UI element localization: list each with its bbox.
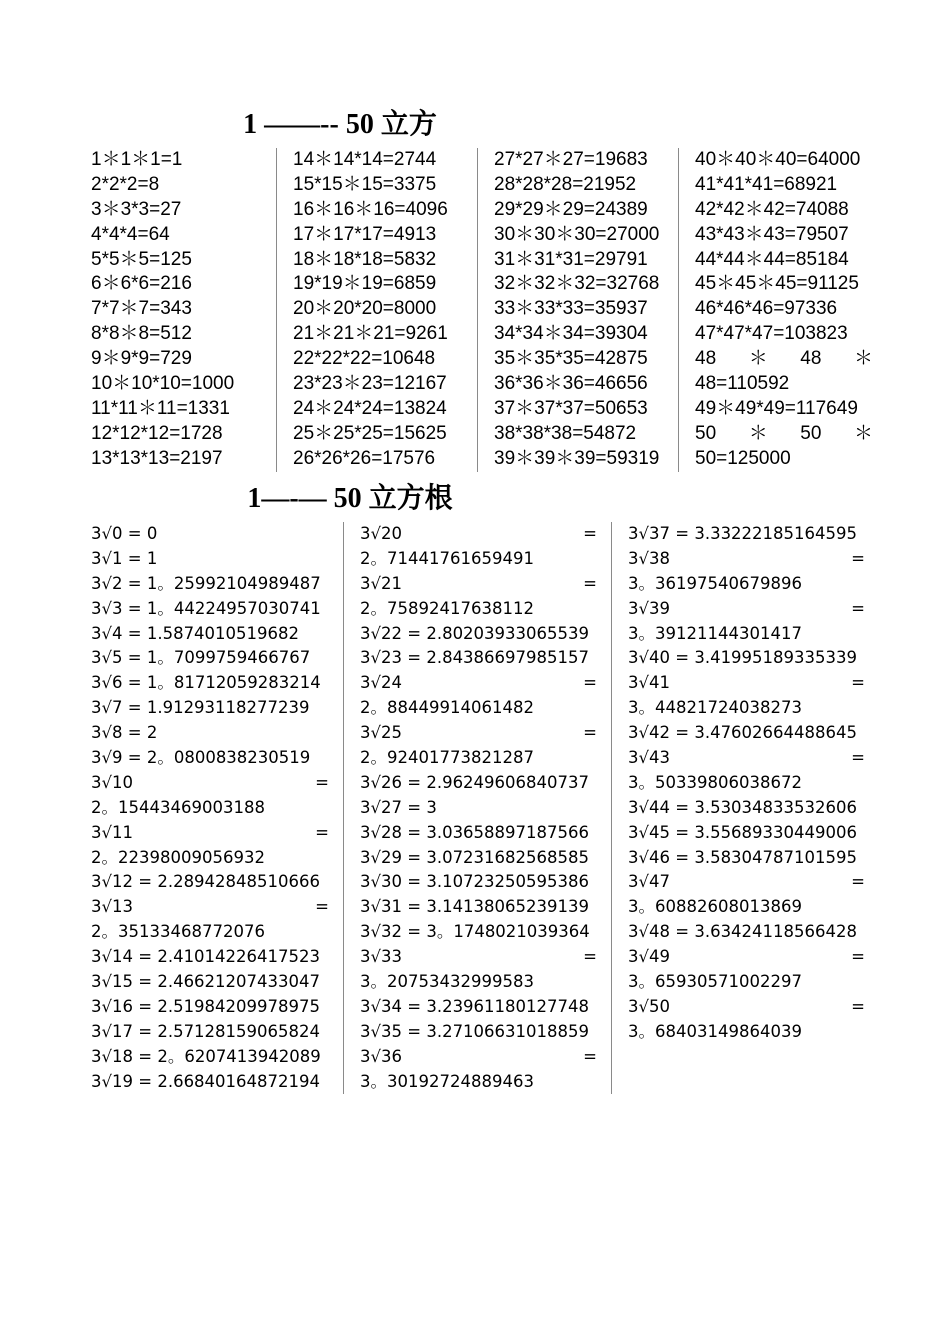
root-label: 3√39 — [628, 598, 671, 618]
root-line: 3√45 = 3.55689330449006 — [628, 822, 858, 842]
equals-sign: = — [851, 548, 865, 568]
root-line: 3√42 = 3.47602664488645 — [628, 723, 858, 743]
roots-column-3 — [611, 522, 879, 1094]
equals-sign: = — [851, 872, 865, 892]
root-value: 2。71441761659491 — [360, 548, 534, 568]
cube-line: 5*5＊5=125 — [91, 248, 192, 270]
cube-line: 31＊31*31=29791 — [494, 248, 648, 270]
cube-line: 43*43＊43=79507 — [695, 223, 849, 245]
root-line-wrapped — [91, 771, 343, 796]
equals-sign: = — [315, 822, 329, 842]
equals-sign: = — [583, 673, 597, 693]
roots-column-2 — [343, 522, 611, 1094]
cube-line: 44*44＊44=85184 — [695, 248, 849, 270]
cube-roots-table — [75, 522, 879, 1094]
root-value: 3。30192724889463 — [360, 1071, 534, 1091]
root-line: 3√29 = 3.07231682568585 — [360, 847, 590, 867]
root-line: 3√8 = 2 — [91, 723, 158, 743]
cube-line: 21＊21＊21=9261 — [293, 323, 448, 345]
cube-line: 14＊14*14=2744 — [293, 149, 437, 170]
root-label: 3√41 — [628, 673, 671, 693]
root-line: 3√46 = 3.58304787101595 — [628, 847, 858, 867]
equals-sign: = — [851, 996, 865, 1016]
root-label: 3√10 — [91, 772, 134, 792]
root-line-wrapped — [628, 547, 879, 572]
cube-line: 37＊37*37=50653 — [494, 397, 648, 419]
cube-line: 29*29＊29=24389 — [494, 198, 648, 220]
root-label: 3√11 — [91, 822, 134, 842]
root-line-wrapped — [628, 995, 879, 1020]
root-line: 3√28 = 3.03658897187566 — [360, 822, 590, 842]
root-line-wrapped — [360, 671, 611, 696]
root-value: 2。88449914061482 — [360, 698, 534, 718]
root-value: 2。22398009056932 — [91, 847, 265, 867]
root-value: 3。20753432999583 — [360, 972, 534, 992]
cube-line: 46*46*46=97336 — [695, 298, 838, 320]
root-value: 3。50339806038672 — [628, 772, 802, 792]
root-label: 3√24 — [360, 673, 403, 693]
cube-line-wrapped — [695, 422, 879, 447]
root-line-wrapped — [628, 945, 879, 970]
cube-line: 35＊35*35=42875 — [494, 348, 648, 370]
cube-line: 16＊16＊16=4096 — [293, 198, 448, 220]
root-label: 3√13 — [91, 897, 134, 917]
root-line-wrapped — [91, 821, 343, 846]
root-line: 3√37 = 3.33222185164595 — [628, 524, 858, 543]
cube-token: 50 — [695, 422, 717, 444]
root-label: 3√50 — [628, 996, 671, 1016]
root-line: 3√19 = 2.66840164872194 — [91, 1071, 321, 1091]
cube-token: ＊ — [748, 348, 768, 370]
root-label: 3√49 — [628, 947, 671, 967]
cube-line: 13*13*13=2197 — [91, 447, 223, 469]
roots-column-1 — [75, 522, 343, 1094]
root-line-wrapped — [628, 671, 879, 696]
cube-line: 19*19＊19=6859 — [293, 273, 437, 295]
root-value: 3。39121144301417 — [628, 623, 802, 643]
equals-sign: = — [583, 524, 597, 543]
root-value: 3。65930571002297 — [628, 972, 802, 992]
root-label: 3√33 — [360, 947, 403, 967]
root-value: 3。68403149864039 — [628, 1021, 802, 1041]
cubes-title: 1 ——-- 50 立方 — [243, 109, 437, 140]
cube-line: 3＊3*3=27 — [91, 198, 182, 220]
root-value: 2。15443469003188 — [91, 797, 265, 817]
root-line-wrapped — [628, 597, 879, 622]
root-line: 3√17 = 2.57128159065824 — [91, 1021, 321, 1041]
cube-line: 2*2*2=8 — [91, 173, 160, 195]
cube-line: 47*47*47=103823 — [695, 323, 848, 345]
equals-sign: = — [851, 947, 865, 967]
root-label: 3√20 — [360, 524, 403, 543]
cube-line: 50=125000 — [695, 447, 791, 469]
cubes-column-1 — [75, 148, 276, 472]
cube-line: 6＊6*6=216 — [91, 273, 192, 295]
cube-line: 28*28*28=21952 — [494, 173, 637, 195]
cube-line: 20＊20*20=8000 — [293, 298, 437, 320]
root-label: 3√38 — [628, 548, 671, 568]
root-line: 3√3 = 1。44224957030741 — [91, 598, 321, 618]
cube-line: 23*23＊23=12167 — [293, 373, 447, 395]
root-line: 3√35 = 3.27106631018859 — [360, 1021, 590, 1041]
equals-sign: = — [583, 573, 597, 593]
equals-sign: = — [315, 897, 329, 917]
cube-line: 7*7＊7=343 — [91, 298, 192, 320]
equals-sign: = — [851, 598, 865, 618]
root-line: 3√18 = 2。6207413942089 — [91, 1046, 321, 1066]
cube-line: 30＊30＊30=27000 — [494, 223, 660, 245]
root-line: 3√5 = 1。7099759466767 — [91, 648, 311, 668]
cube-token: ＊ — [853, 422, 873, 444]
cube-line: 1＊1＊1=1 — [91, 149, 183, 170]
cube-line: 49＊49*49=117649 — [695, 397, 858, 419]
root-line: 3√6 = 1。81712059283214 — [91, 673, 321, 693]
root-line: 3√2 = 1。25992104989487 — [91, 573, 321, 593]
cube-line: 24＊24*24=13824 — [293, 397, 447, 419]
root-line-wrapped — [628, 746, 879, 771]
cube-line: 34*34＊34=39304 — [494, 323, 648, 345]
root-line: 3√40 = 3.41995189335339 — [628, 648, 858, 668]
root-label: 3√21 — [360, 573, 403, 593]
root-line: 3√15 = 2.46621207433047 — [91, 972, 321, 992]
root-line-wrapped — [628, 870, 879, 895]
root-line-wrapped — [91, 895, 343, 920]
cube-token: ＊ — [748, 422, 768, 444]
cube-line: 9＊9*9=729 — [91, 348, 192, 370]
equals-sign: = — [851, 673, 865, 693]
cube-line: 42*42＊42=74088 — [695, 198, 849, 220]
root-line-wrapped — [360, 572, 611, 597]
root-line: 3√48 = 3.63424118566428 — [628, 922, 858, 942]
cube-line-wrapped — [695, 347, 879, 372]
cube-line: 15*15＊15=3375 — [293, 173, 437, 195]
cube-line: 36*36＊36=46656 — [494, 373, 648, 395]
cube-line: 8*8＊8=512 — [91, 323, 192, 345]
cube-line: 27*27＊27=19683 — [494, 149, 648, 170]
root-value: 3。36197540679896 — [628, 573, 802, 593]
cube-line: 26*26*26=17576 — [293, 447, 436, 469]
root-line-wrapped — [360, 721, 611, 746]
roots-title: 1—-— 50 立方根 — [247, 483, 453, 514]
root-line: 3√22 = 2.80203933065539 — [360, 623, 590, 643]
cube-line: 38*38*38=54872 — [494, 422, 637, 444]
cube-line: 11*11＊11=1331 — [91, 397, 230, 419]
cube-line: 4*4*4=64 — [91, 223, 170, 245]
root-line: 3√4 = 1.5874010519682 — [91, 623, 300, 643]
cube-line: 25＊25*25=15625 — [293, 422, 447, 444]
root-line: 3√7 = 1.91293118277239 — [91, 698, 310, 718]
root-line: 3√1 = 1 — [91, 548, 158, 568]
root-line: 3√31 = 3.14138065239139 — [360, 897, 590, 917]
root-line: 3√32 = 3。1748021039364 — [360, 922, 590, 942]
cube-line: 17＊17*17=4913 — [293, 223, 437, 245]
root-line: 3√23 = 2.84386697985157 — [360, 648, 590, 668]
equals-sign: = — [583, 723, 597, 743]
root-line: 3√0 = 0 — [91, 524, 158, 543]
equals-sign: = — [315, 772, 329, 792]
cube-line: 39＊39＊39=59319 — [494, 447, 660, 469]
root-label: 3√36 — [360, 1046, 403, 1066]
root-value: 3。60882608013869 — [628, 897, 802, 917]
cube-line: 32＊32＊32=32768 — [494, 273, 660, 295]
cube-line: 48=110592 — [695, 373, 790, 395]
root-line: 3√14 = 2.41014226417523 — [91, 947, 321, 967]
root-line: 3√9 = 2。0800838230519 — [91, 748, 311, 768]
cube-line: 18＊18*18=5832 — [293, 248, 437, 270]
root-label: 3√25 — [360, 723, 403, 743]
cubes-column-2 — [276, 148, 477, 472]
equals-sign: = — [851, 748, 865, 768]
root-value: 2。75892417638112 — [360, 598, 534, 618]
root-line: 3√26 = 2.96249606840737 — [360, 772, 590, 792]
cube-line: 12*12*12=1728 — [91, 422, 223, 444]
cube-token: ＊ — [853, 348, 873, 370]
root-label: 3√47 — [628, 872, 671, 892]
cube-token: 48 — [695, 348, 717, 370]
cubes-column-3 — [477, 148, 678, 472]
cube-line: 40＊40＊40=64000 — [695, 149, 861, 170]
cube-line: 45＊45＊45=91125 — [695, 273, 859, 295]
cube-token: 48 — [800, 348, 822, 370]
root-value: 3。44821724038273 — [628, 698, 802, 718]
root-value: 2。92401773821287 — [360, 748, 534, 768]
root-line-wrapped — [360, 1045, 611, 1070]
root-line-wrapped — [360, 945, 611, 970]
root-line: 3√34 = 3.23961180127748 — [360, 996, 590, 1016]
root-label: 3√43 — [628, 748, 671, 768]
cubes-column-4 — [678, 148, 879, 472]
root-line: 3√16 = 2.51984209978975 — [91, 996, 321, 1016]
root-line: 3√30 = 3.10723250595386 — [360, 872, 590, 892]
cube-line: 33＊33*33=35937 — [494, 298, 648, 320]
root-line-wrapped — [360, 522, 611, 547]
root-line: 3√27 = 3 — [360, 797, 437, 817]
cubes-table — [75, 148, 879, 472]
equals-sign: = — [583, 1046, 597, 1066]
cube-line: 41*41*41=68921 — [695, 173, 838, 195]
root-value: 2。35133468772076 — [91, 922, 265, 942]
root-line: 3√12 = 2.28942848510666 — [91, 872, 321, 892]
cube-line: 10＊10*10=1000 — [91, 373, 235, 395]
root-line: 3√44 = 3.53034833532606 — [628, 797, 858, 817]
equals-sign: = — [583, 947, 597, 967]
cube-token: 50 — [800, 422, 822, 444]
cube-line: 22*22*22=10648 — [293, 348, 436, 370]
